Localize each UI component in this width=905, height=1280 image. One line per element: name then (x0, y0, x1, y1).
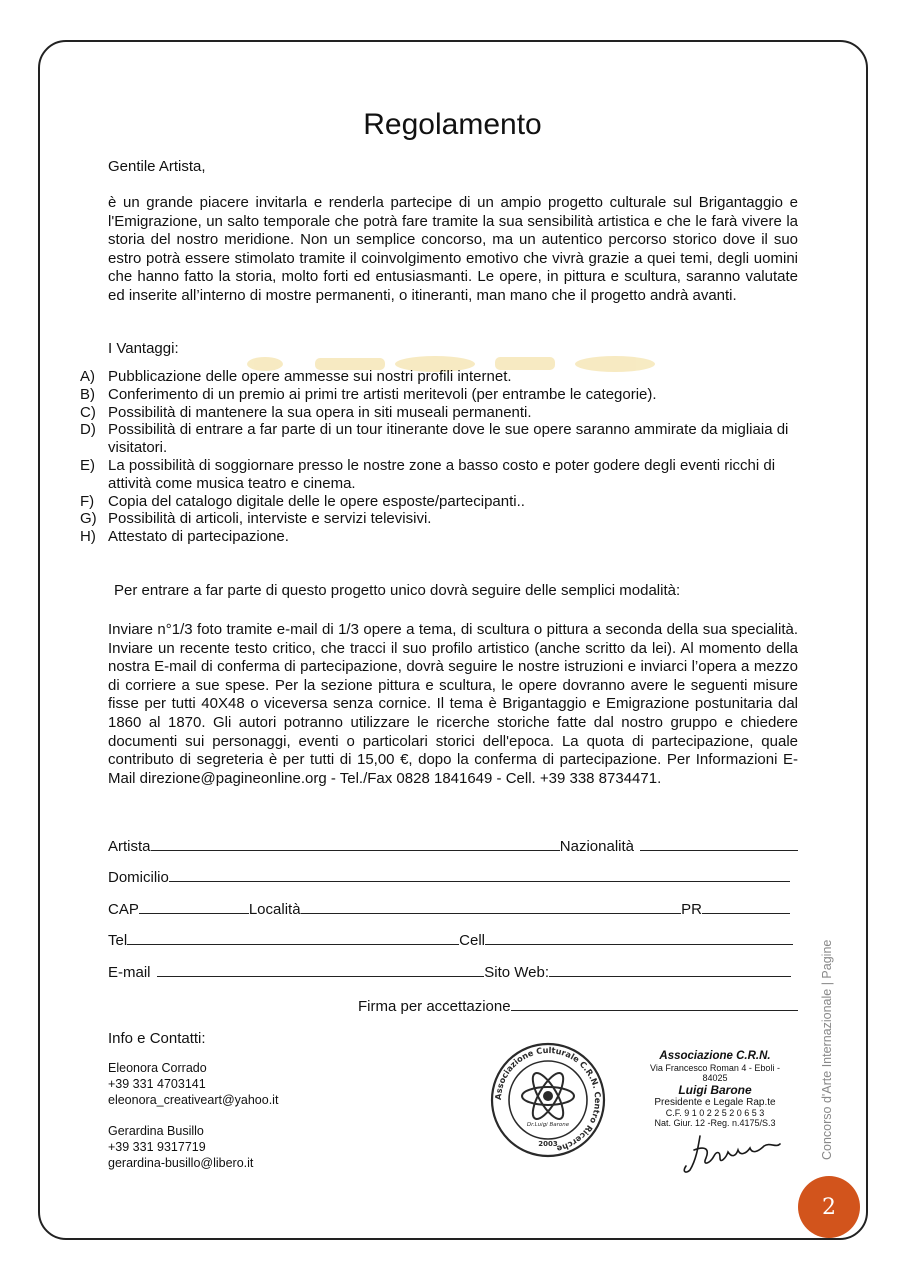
page-number-badge: 2 (798, 1176, 860, 1238)
pr-field[interactable] (702, 901, 790, 914)
tel-field[interactable] (127, 932, 459, 945)
list-letter: G) (80, 510, 97, 528)
artista-field[interactable] (151, 838, 560, 851)
association-name: Associazione C.R.N. (659, 1050, 771, 1062)
intro-paragraph: è un grande piacere invitarla e renderla partecipe di un ampio progetto culturale sul Brigantaggio e l'Emigrazione, un salto temporale che potrà fare tramite la sua sensibilità artistica e che le farà vivere la storia del nostro meridione. Non un semplice concorso, ma un autentico percorso storico dove il suo estro potrà essere stimolato tramite il coinvolgimento emotivo che vivrà grazie a quei temi, degli uomini che hanno fatto la storia, molto forti ed entusiasmanti. Le opere, in pittura e scultura, saranno valutate ed inserite all’interno di mostre permanenti, o itineranti, man mano che il progetto andrà avanti. (108, 194, 798, 304)
contact-name: Gerardina Busillo (108, 1124, 204, 1138)
cap-field[interactable] (139, 901, 249, 914)
list-item (80, 421, 800, 457)
list-letter: C) (80, 403, 96, 421)
list-letter: F) (80, 492, 95, 510)
list-item (80, 528, 800, 546)
domicilio-field[interactable] (169, 869, 790, 882)
modalita-text: Per entrare a far parte di questo progetto unico dovrà seguire delle semplici modalità: (114, 582, 681, 599)
association-cf: C.F. 9 1 0 2 2 5 2 0 6 5 3 (665, 1108, 765, 1118)
association-address: Via Francesco Roman 4 - Eboli - 84025 (650, 1063, 780, 1083)
list-text: Attestato di partecipazione. (108, 528, 289, 546)
firma-field[interactable] (511, 998, 798, 1011)
association-role: Presidente e Legale Rap.te (654, 1097, 776, 1108)
cap-label: CAP (108, 901, 139, 918)
list-letter: A) (80, 368, 95, 385)
contact-email[interactable]: gerardina-busillo@libero.it (108, 1156, 254, 1170)
list-item (80, 493, 800, 511)
contact-1 (108, 1060, 278, 1108)
list-letter: D) (80, 421, 96, 439)
sito-web-field[interactable] (549, 964, 791, 977)
list-item (80, 510, 800, 528)
list-text: Possibilità di articoli, interviste e servizi televisivi. (108, 510, 432, 528)
stamp-ring-text: Associazione Culturale C.R.N. Centro Ricerche (492, 1044, 604, 1155)
email-label: E-mail (108, 964, 151, 981)
list-item (80, 404, 800, 422)
email-field[interactable] (157, 964, 485, 977)
form-row-domicilio (108, 869, 790, 886)
list-text: La possibilità di soggiornare presso le nostre zone a basso costo e poter godere degli eventi ricchi di attività come musica teatro e cinema. (108, 456, 776, 492)
list-text: Copia del catalogo digitale delle le opere esposte/partecipanti.. (108, 492, 525, 510)
page-title: Regolamento (363, 108, 542, 141)
list-text: Conferimento di un premio ai primi tre artisti meritevoli (per entrambe le categorie). (108, 385, 657, 403)
pr-label: PR (681, 901, 702, 918)
contact-email[interactable]: eleonora_creativeart@yahoo.it (108, 1093, 279, 1107)
sidebar-vertical-text: Concorso d'Arte Internazionale | Pagine (820, 939, 834, 1160)
list-letter: H) (80, 528, 96, 546)
list-text: Pubblicazione delle opere ammesse sui nostri profili internet. (108, 368, 512, 385)
stamp-center-text: Dr.Luigi Barone (526, 1122, 570, 1128)
list-text: Possibilità di entrare a far parte di un tour itinerante dove le sue opere saranno ammirate da migliaia di visitatori. (108, 421, 789, 457)
contact-2 (108, 1123, 253, 1171)
firma-label: Firma per accettazione (358, 998, 511, 1015)
stamp-year: 2003 (538, 1140, 558, 1148)
list-text: Possibilità di mantenere la sua opera in siti museali permanenti. (108, 403, 532, 421)
nazionalita-field[interactable] (640, 838, 798, 851)
form-row-firma (358, 998, 798, 1015)
vantaggi-list (80, 368, 800, 546)
list-item (80, 368, 800, 386)
form-row-tel (108, 932, 793, 949)
cell-field[interactable] (485, 932, 793, 945)
list-letter: E) (80, 456, 95, 474)
tel-label: Tel (108, 932, 128, 949)
list-item (80, 457, 800, 493)
artista-label: Artista (108, 838, 151, 855)
sito-web-label: Sito Web: (484, 964, 549, 981)
localita-label: Località (248, 901, 301, 918)
localita-field[interactable] (301, 901, 682, 914)
cell-label: Cell (459, 932, 485, 949)
association-person: Luigi Barone (678, 1083, 752, 1097)
list-item (80, 386, 800, 404)
list-letter: B) (80, 385, 95, 403)
association-stamp-block (640, 1050, 790, 1128)
form-row-cap (108, 901, 790, 918)
form-row-email (108, 964, 791, 981)
domicilio-label: Domicilio (108, 869, 169, 886)
nazionalita-label: Nazionalità (559, 838, 634, 855)
association-stamp-image (488, 1040, 608, 1160)
greeting: Gentile Artista, (108, 158, 206, 175)
association-reg: Nat. Giur. 12 -Reg. n.4175/S.3 (654, 1118, 776, 1128)
vantaggi-heading: I Vantaggi: (108, 340, 179, 357)
contact-name: Eleonora Corrado (108, 1061, 207, 1075)
contacts-heading: Info e Contatti: (108, 1030, 206, 1047)
instructions-paragraph: Inviare n°1/3 foto tramite e-mail di 1/3 opere a tema, di scultura o pittura a seconda della sua specialità. Inviare un recente testo critico, che tracci il suo profilo artistico (anche scritto da lei). Al momento della nostra E-mail di conferma di partecipazione, dovrà seguire le nostre istruzioni e inviarci l’opera a mezzo di corriere a sue spese. Per la sezione pittura e scultura, le opere dovranno avere le seguenti misure fisse per tutti 40X48 o viceversa senza cornice. Il tema è Brigantaggio e Emigrazione postunitaria dal 1860 al 1870. Gli autori potranno utilizzare le ricerche storiche fatte dal nostro gruppo e chiedere documenti sui personaggi, eventi o particolari storici dell'epoca. La quota di partecipazione, quale contributo di segreteria è per tutti di 15,00 €, dopo la conferma di partecipazione. Per Informazioni E-Mail direzione@pagineonline.org - Tel./Fax 0828 1841649 - Cell. +39 338 8734471. (108, 621, 798, 787)
contact-phone: +39 331 9317719 (108, 1140, 206, 1154)
form-row-artista (108, 838, 798, 855)
handwritten-signature (680, 1128, 790, 1178)
contact-phone: +39 331 4703141 (108, 1077, 206, 1091)
